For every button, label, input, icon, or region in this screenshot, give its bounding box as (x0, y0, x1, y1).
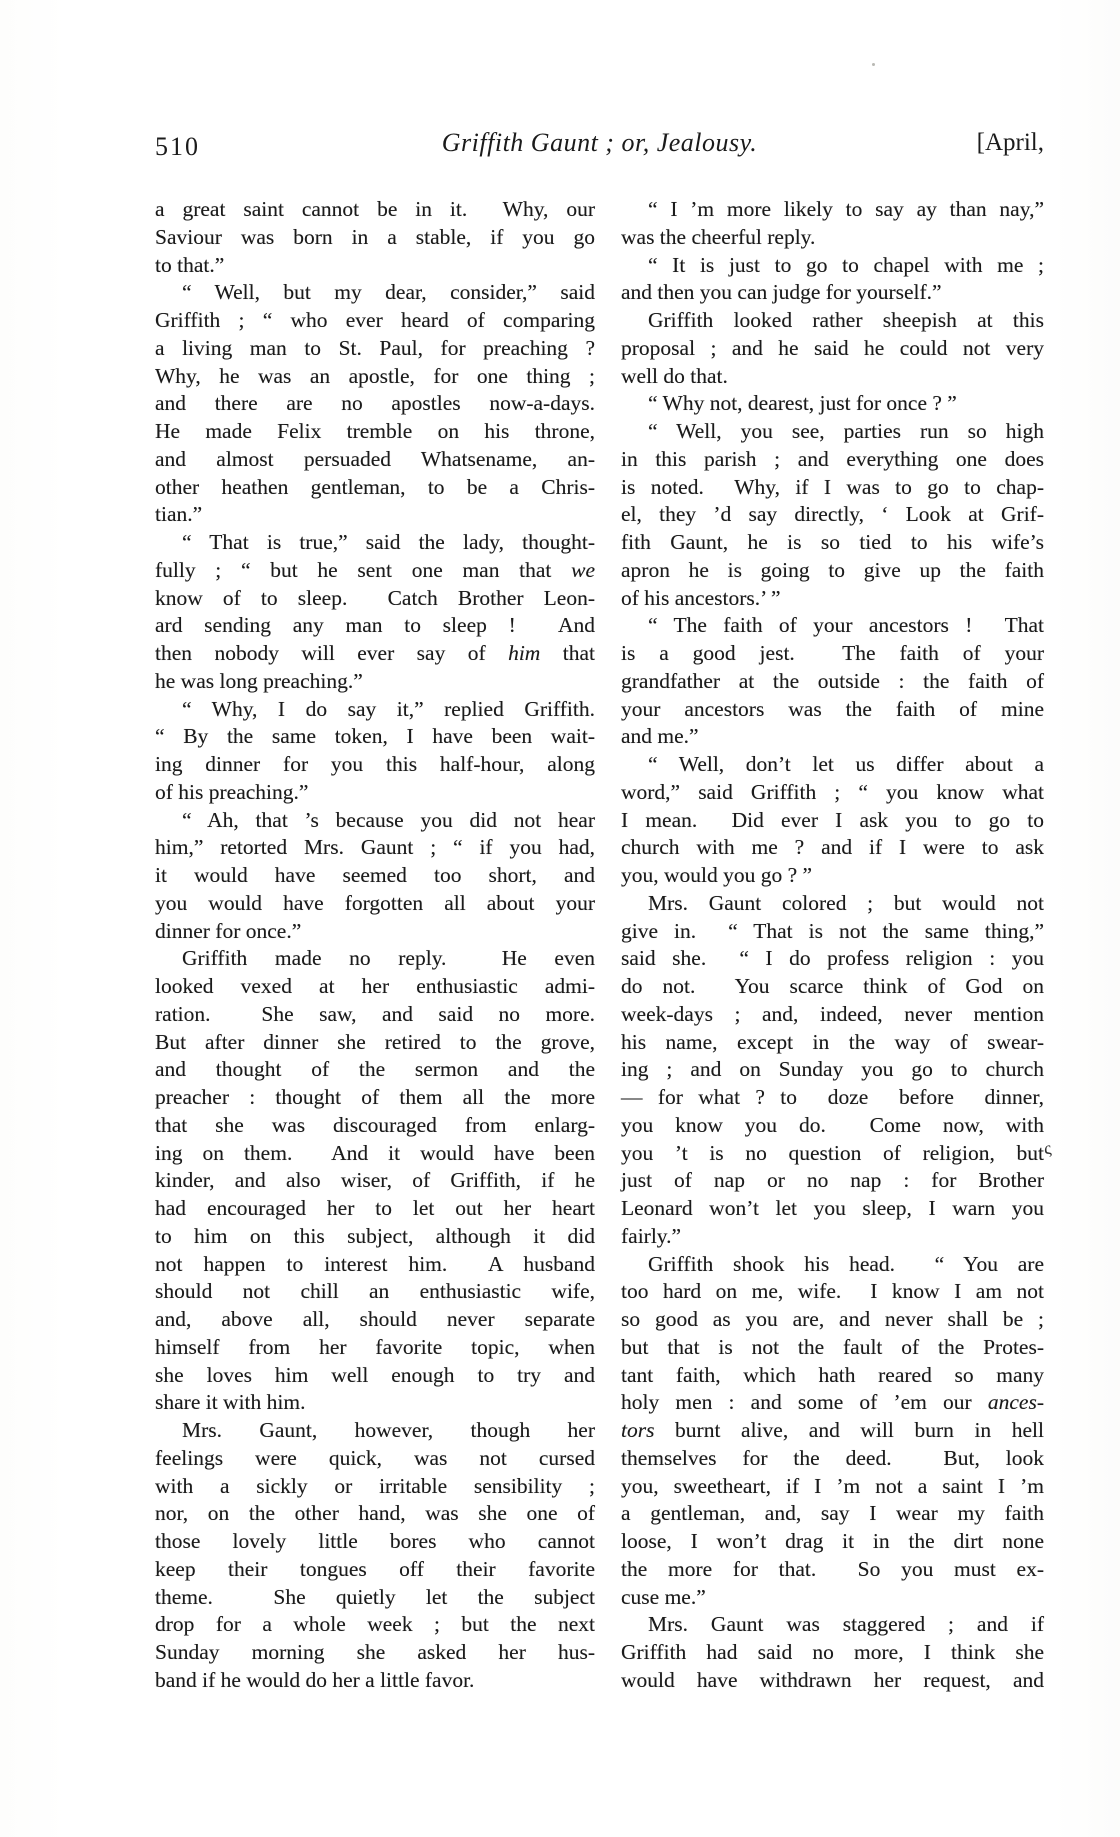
text-line: of his preaching.” (155, 779, 309, 804)
text-line: should not chill an enthusiastic wife, (155, 1279, 595, 1304)
text-line: week-days ; and, indeed, never mention (621, 1001, 1044, 1026)
text-line: ration. She saw, and said no more. (155, 1001, 595, 1026)
text-line: you would have forgotten all about your (155, 890, 595, 915)
text-line: so good as you are, and never shall be ; (621, 1307, 1044, 1331)
text-line: your ancestors was the faith of mine (621, 696, 1044, 721)
text-line: Mrs. Gaunt colored ; but would not (648, 890, 1044, 915)
text-line: I mean. Did ever I ask you to go to (621, 807, 1044, 832)
text-line: you ’t is no question of religion, but (621, 1140, 1044, 1165)
text-line: but that is not the fault of the Protes- (621, 1334, 1044, 1359)
text-line: a living man to St. Paul, for preaching ? (155, 335, 595, 360)
text-line: and almost persuaded Whatsename, an- (155, 446, 595, 471)
left-text-column (155, 196, 595, 1695)
text-line: Griffith shook his head. “ You are (648, 1251, 1044, 1276)
text-line: “ By the same token, I have been wait- (155, 724, 595, 749)
text-line: Leonard won’t let you sleep, I warn you (621, 1196, 1044, 1220)
text-line: — for what ? to doze before dinner, (621, 1085, 1044, 1109)
text-line: “ I ’m more likely to say ay than nay,” (648, 197, 1044, 221)
text-line: church with me ? and if I were to ask (621, 835, 1044, 860)
text-line: would have withdrawn her request, and (621, 1667, 1044, 1692)
text-line: too hard on me, wife. I know I am not (621, 1279, 1044, 1304)
text-line: apron he is going to give up the faith (621, 557, 1044, 582)
text-line: “ The faith of your ancestors ! That (648, 613, 1044, 638)
text-line: Mrs. Gaunt was staggered ; and if (648, 1612, 1044, 1637)
text-line: theme. She quietly let the subject (155, 1584, 595, 1609)
text-line: fully ; “ but he sent one man that we (155, 557, 595, 582)
text-line: dinner for once.” (155, 918, 302, 943)
text-line: “ Well, you see, parties run so high (648, 419, 1044, 443)
text-line: themselves for the deed. But, look (621, 1445, 1044, 1470)
text-line: and me.” (621, 724, 699, 749)
page-number: 510 (155, 132, 200, 161)
text-line: fairly.” (621, 1223, 682, 1248)
text-line: He made Felix tremble on his throne, (155, 419, 595, 443)
text-line: of his ancestors.’ ” (621, 585, 781, 610)
text-line: But after dinner she retired to the grove, (155, 1029, 595, 1054)
text-line: “ That is true,” said the lady, thought- (182, 530, 595, 554)
text-line: and, above all, should never separate (155, 1307, 595, 1331)
text-line: those lovely little bores who cannot (155, 1529, 595, 1553)
text-line: keep their tongues off their favorite (155, 1556, 595, 1581)
text-line: well do that. (621, 363, 728, 388)
text-line: preacher : thought of them all the more (155, 1085, 595, 1109)
text-line: “ Well, don’t let us differ about a (648, 752, 1044, 776)
scan-speck (872, 63, 875, 66)
text-line: and there are no apostles now-a-days. (155, 391, 595, 416)
text-line: him,” retorted Mrs. Gaunt ; “ if you had, (155, 835, 595, 860)
text-line: to that.” (155, 252, 225, 277)
text-line: you, would you go ? ” (621, 863, 813, 887)
text-line: in this parish ; and everything one does (621, 446, 1044, 471)
text-line: he was long preaching.” (155, 668, 363, 693)
text-line: then nobody will ever say of him that (155, 641, 595, 665)
text-line: grandfather at the outside : the faith of (621, 668, 1044, 693)
text-line: with a sickly or irritable sensibility ; (155, 1473, 595, 1498)
text-line: loose, I won’t drag it in the dirt none (621, 1529, 1044, 1553)
text-line: a great saint cannot be in it. Why, our (155, 197, 595, 221)
text-line: give in. “ That is not the same thing,” (621, 918, 1044, 943)
text-line: tors burnt alive, and will burn in hell (621, 1418, 1044, 1442)
text-line: “ Ah, that ’s because you did not hear (182, 807, 595, 832)
text-line: proposal ; and he said he could not very (621, 335, 1044, 360)
text-line: Why, he was an apostle, for one thing ; (155, 363, 595, 388)
issue-month-label: [April, (976, 129, 1044, 156)
text-line: a gentleman, and, say I wear my faith (621, 1501, 1044, 1526)
text-line: looked vexed at her enthusiastic admi- (155, 974, 595, 998)
text-line: it would have seemed too short, and (155, 863, 595, 887)
text-line: band if he would do her a little favor. (155, 1667, 475, 1692)
text-line: just of nap or no nap : for Brother (621, 1168, 1044, 1193)
page-header (155, 128, 1044, 168)
text-line: know of to sleep. Catch Brother Leon- (155, 585, 595, 610)
text-line: Sunday morning she asked her hus- (155, 1640, 595, 1664)
text-line: you, sweetheart, if I ’m not a saint I ’m (621, 1473, 1044, 1498)
text-line: nor, on the other hand, was she one of (155, 1501, 595, 1526)
text-line: drop for a whole week ; but the next (155, 1612, 595, 1637)
text-line: tian.” (155, 502, 203, 527)
text-line: she loves him well enough to try and (155, 1362, 595, 1387)
text-line: ard sending any man to sleep ! And (155, 613, 595, 638)
text-line: not happen to interest him. A husband (155, 1251, 595, 1276)
text-line: Griffith looked rather sheepish at this (648, 308, 1044, 332)
text-line: that she was discouraged from enlarg- (155, 1112, 595, 1137)
text-line: “ It is just to go to chapel with me ; (648, 252, 1044, 277)
text-line: “ Why not, dearest, just for once ? ” (648, 391, 957, 416)
text-line: word,” said Griffith ; “ you know what (621, 779, 1044, 804)
text-line: is noted. Why, if I was to go to chap- (621, 474, 1044, 499)
text-line: and then you can judge for yourself.” (621, 280, 942, 305)
text-line: ing dinner for you this half-hour, along (155, 752, 595, 776)
text-line: el, they ’d say directly, ‘ Look at Grif- (621, 502, 1044, 527)
text-line: Griffith ; “ who ever heard of comparing (155, 308, 595, 332)
running-title: Griffith Gaunt ; or, Jealousy. (441, 128, 758, 157)
text-line: other heathen gentleman, to be a Chris- (155, 474, 595, 499)
text-line: Griffith had said no more, I think she (621, 1640, 1044, 1664)
text-line: and thought of the sermon and the (155, 1057, 595, 1082)
text-line: his name, except in the way of swear- (621, 1029, 1044, 1054)
text-line: Griffith made no reply. He even (182, 946, 595, 971)
text-line: tant faith, which hath reared so many (621, 1362, 1044, 1387)
text-line: share it with him. (155, 1390, 306, 1415)
text-line: holy men : and some of ’em our ances- (621, 1390, 1044, 1415)
text-line: himself from her favorite topic, when (155, 1334, 595, 1359)
text-line: ing on them. And it would have been (155, 1140, 595, 1165)
text-line: had encouraged her to let out her heart (155, 1196, 595, 1220)
text-line: do not. You scarce think of God on (621, 974, 1044, 998)
text-line: Mrs. Gaunt, however, though her (182, 1418, 595, 1442)
text-line: cuse me.” (621, 1584, 706, 1609)
text-line: “ Well, but my dear, consider,” said (182, 280, 595, 305)
text-line: fith Gaunt, he is so tied to his wife’s (621, 530, 1044, 554)
text-line: you know you do. Come now, with (621, 1112, 1044, 1137)
text-line: “ Why, I do say it,” replied Griffith. (182, 696, 595, 721)
text-line: to him on this subject, although it did (155, 1223, 595, 1248)
text-line: kinder, and also wiser, of Griffith, if he (155, 1168, 595, 1193)
ink-mark: ς (1042, 1137, 1053, 1159)
text-line: the more for that. So you must ex- (621, 1556, 1044, 1581)
text-line: is a good jest. The faith of your (621, 641, 1044, 665)
text-line: feelings were quick, was not cursed (155, 1445, 595, 1470)
text-line: was the cheerful reply. (621, 224, 816, 249)
text-line: said she. “ I do profess religion : you (621, 946, 1044, 971)
right-text-column (621, 196, 1044, 1695)
text-line: ing ; and on Sunday you go to church (621, 1057, 1044, 1082)
text-line: Saviour was born in a stable, if you go (155, 224, 595, 249)
